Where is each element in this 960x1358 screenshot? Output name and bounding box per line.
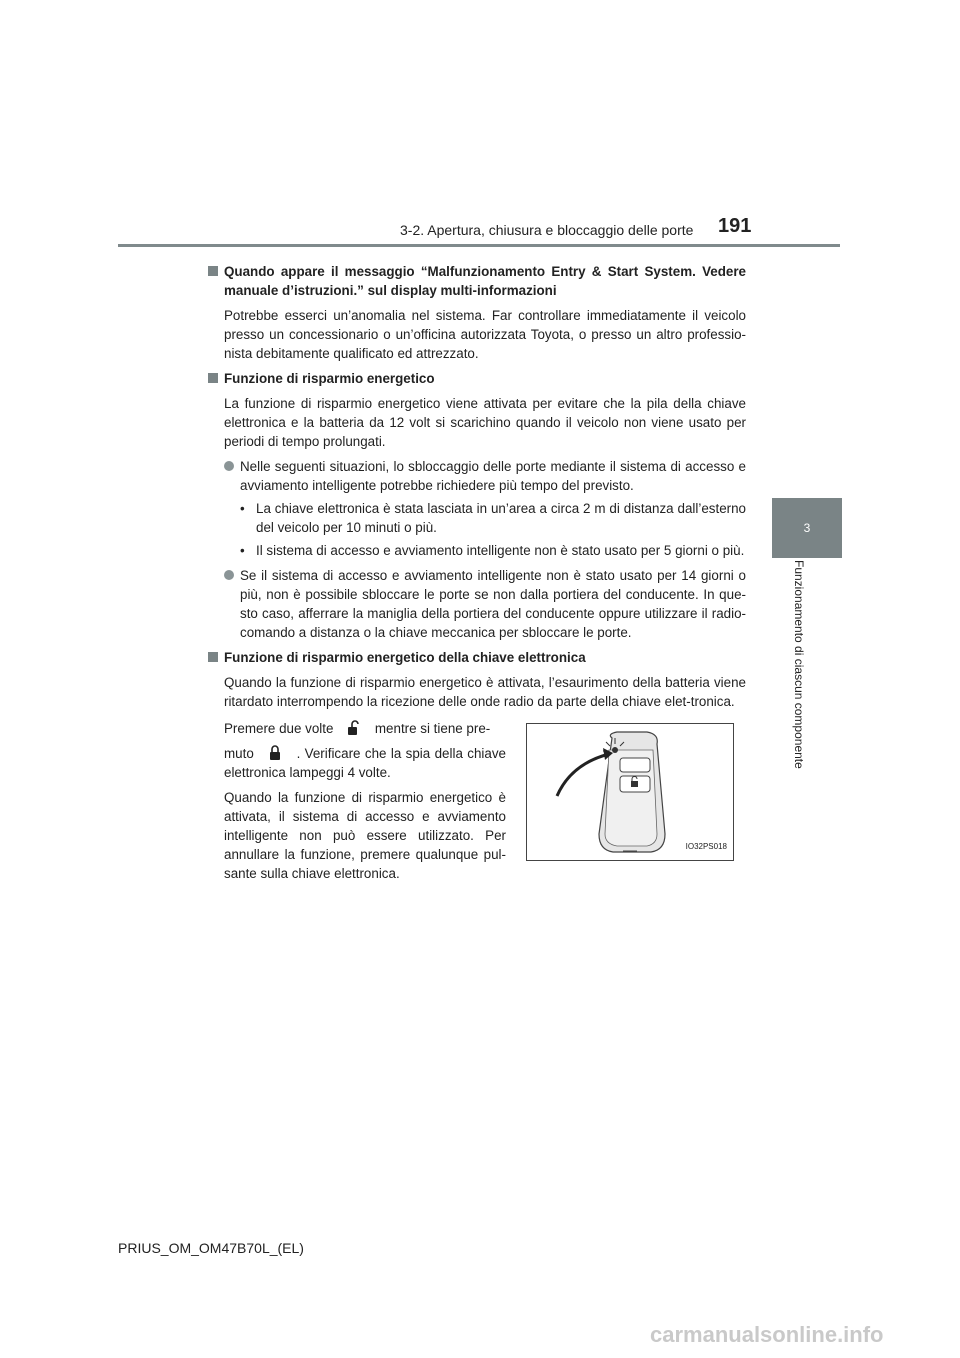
section-heading-text: Funzione di risparmio energetico della chiave elettronica [224, 650, 586, 665]
section-heading-text: Funzione di risparmio energetico [224, 371, 435, 386]
instruction-with-figure [208, 719, 746, 883]
list-item [208, 566, 746, 642]
circle-bullet-icon [224, 461, 234, 471]
unlock-padlock-icon [345, 720, 363, 736]
section-heading-malfunction [208, 262, 746, 300]
sub-list-item [208, 499, 746, 537]
section-paragraph: Potrebbe esserci un’anomalia nel sistema. Far controllare immediatamente il veicolo presso un concessionario o un’officina autorizzata Toyota, o presso un altro professio-nista debitamente qualificato ed attrezzato. [224, 308, 746, 361]
chapter-side-label: Funzionamento di ciascun componente [792, 560, 806, 769]
chapter-tab: 3 [772, 498, 842, 558]
sub-list-item [208, 541, 746, 560]
square-bullet-icon [208, 266, 218, 276]
main-content [208, 256, 746, 889]
manual-code: PRIUS_OM_OM47B70L_(EL) [118, 1240, 304, 1256]
instruction-step-2: muto . Verificare che la spia della chiave elettronica lampeggi 4 volte. [224, 746, 506, 780]
sub-list-item-text: La chiave elettronica è stata lasciata in un’area a circa 2 m di distanza dall’esterno del veicolo per 10 minuti o più. [256, 501, 746, 535]
sub-bullet-marker: • [240, 543, 245, 558]
page-number: 191 [718, 215, 752, 237]
figure-code: IO32PS018 [685, 842, 727, 851]
list-item-text: Se il sistema di accesso e avviamento intelligente non è stato usato per 14 giorni o più, non è possibile sbloccare le porte se non dalla portiera del conducente. In que-sto caso, afferrare la maniglia della portiera del conducente oppure utilizzare il radio-comando a distanza o la chiave meccanica per sbloccare le porte. [240, 568, 746, 640]
instruction-note: Quando la funzione di risparmio energetico è attivata, il sistema di accesso e avviamento intelligente non può essere utilizzato. Per annullare la funzione, premere qualunque pul-sante sulla chiave elettronica. [224, 790, 506, 881]
section-heading-key-energy-saving [208, 648, 746, 667]
list-item-text: Nelle seguenti situazioni, lo sbloccaggio delle porte mediante il sistema di accesso e avviamento intelligente potrebbe richiedere più tempo del previsto. [240, 459, 746, 493]
section-heading-energy-saving [208, 369, 746, 388]
sub-bullet-marker: • [240, 501, 245, 516]
chapter-title: 3-2. Apertura, chiusura e bloccaggio delle porte [400, 222, 694, 238]
circle-bullet-icon [224, 570, 234, 580]
electronic-key-figure [526, 723, 734, 861]
section-paragraph: Quando la funzione di risparmio energetico è attivata, l’esaurimento della batteria viene ritardato interrompendo la ricezione delle onde radio da parte della chiave elet-tronica. [224, 675, 746, 709]
section-heading-text: Quando appare il messaggio “Malfunzionamento Entry & Start System. Vedere manuale d’istruzioni.” sul display multi-informazioni [224, 264, 746, 298]
square-bullet-icon [208, 652, 218, 662]
header-rule [118, 244, 840, 247]
instruction-step-1: Premere due volte mentre si tiene pre- [224, 721, 491, 736]
instruction-text [208, 719, 506, 883]
lock-padlock-icon [266, 745, 284, 761]
watermark: carmanualsonline.info [650, 1322, 884, 1347]
square-bullet-icon [208, 373, 218, 383]
section-paragraph: La funzione di risparmio energetico viene attivata per evitare che la pila della chiave elettronica e la batteria da 12 volt si scarichino quando il veicolo non viene usato per periodi di tempo prolungati. [224, 396, 746, 449]
list-item [208, 457, 746, 495]
sub-list-item-text: Il sistema di accesso e avviamento intelligente non è stato usato per 5 giorni o più. [256, 543, 745, 558]
